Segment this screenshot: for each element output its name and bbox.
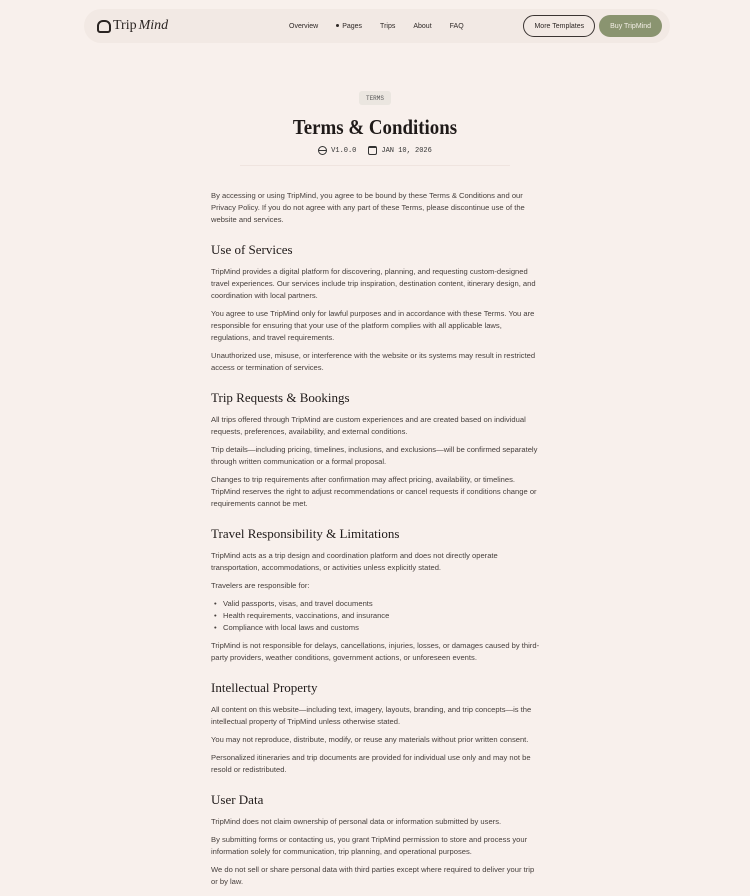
paragraph: Changes to trip requirements after confirmation may affect pricing, availability, or timelines. TripMind reserves the right to adjust recommendations or cancel requests if conditions change or requirements cannot be met.: [211, 475, 537, 508]
paragraph: Trip details—including pricing, timelines, inclusions, and exclusions—will be confirmed separately through written communication or a formal proposal.: [211, 445, 538, 466]
paragraph: All content on this website—including text, imagery, layouts, branding, and trip concepts—is the intellectual property of TripMind unless otherwise stated.: [211, 705, 532, 726]
responsibility-list: [211, 598, 541, 634]
page-meta: [0, 146, 750, 155]
list-item: • Valid passports, visas, and travel documents: [211, 598, 541, 610]
section-heading: Intellectual Property: [211, 680, 318, 695]
terms-content: [211, 190, 541, 894]
nav-links: [289, 23, 464, 30]
paragraph: You may not reproduce, distribute, modify, or reuse any materials without prior written consent.: [211, 735, 529, 744]
version-icon: [318, 146, 327, 155]
paragraph: TripMind acts as a trip design and coordination platform and does not directly operate transportation, accommodations, or activities unless explicitly stated.: [211, 551, 498, 572]
nav-overview[interactable]: Overview: [289, 22, 319, 30]
paragraph: Unauthorized use, misuse, or interference with the website or its systems may result in restricted access or termination of services.: [211, 351, 536, 372]
paragraph: TripMind is not responsible for delays, cancellations, injuries, losses, or damages caused by third-party providers, weather conditions, government actions, or unforeseen events.: [211, 641, 540, 662]
divider: [240, 165, 510, 166]
buy-button[interactable]: Buy TripMind: [599, 15, 662, 37]
nav-pages[interactable]: [336, 23, 362, 30]
paragraph: You agree to use TripMind only for lawful purposes and in accordance with these Terms. You are responsible for ensuring that your use of the platform complies with all applicable laws, regulations, and travel requirements.: [211, 309, 535, 342]
list-item: • Health requirements, vaccinations, and insurance: [211, 610, 541, 622]
paragraph: TripMind does not claim ownership of personal data or information submitted by users.: [211, 817, 502, 826]
section-heading: Trip Requests & Bookings: [211, 390, 350, 405]
nav-faq[interactable]: FAQ: [449, 22, 464, 30]
section-heading: Use of Services: [211, 242, 293, 257]
terms-badge: TERMS: [359, 91, 391, 105]
dot-icon: [336, 24, 339, 27]
paragraph: TripMind provides a digital platform for discovering, planning, and requesting custom-designed travel experiences. Our services include trip inspiration, destination content, itinerary design, and coordination with local partners.: [211, 267, 536, 300]
paragraph: Personalized itineraries and trip documents are provided for individual use only and may not be resold or redistributed.: [211, 753, 531, 774]
page-title: Terms & Conditions: [292, 115, 458, 139]
more-templates-button[interactable]: More Templates: [523, 15, 595, 37]
logo[interactable]: [97, 18, 168, 34]
date: JAN 10, 2026: [381, 146, 432, 155]
top-navbar: [84, 9, 670, 43]
logo-text-italic: Mind: [138, 18, 169, 33]
logo-mark-icon: [97, 20, 111, 33]
section-heading: Travel Responsibility & Limitations: [211, 526, 400, 541]
logo-text: Trip: [113, 18, 137, 33]
section-heading: User Data: [211, 792, 264, 807]
paragraph: By submitting forms or contacting us, you grant TripMind permission to store and process your information solely for communication, trip planning, and operational purposes.: [211, 835, 528, 856]
calendar-icon: [368, 146, 377, 155]
paragraph: Travelers are responsible for:: [211, 581, 310, 590]
paragraph: We do not sell or share personal data with third parties except where required to deliver your trip or by law.: [211, 865, 535, 886]
nav-about[interactable]: About: [413, 22, 432, 30]
list-item: • Compliance with local laws and customs: [211, 622, 541, 634]
paragraph: All trips offered through TripMind are custom experiences and are created based on individual requests, preferences, availability, and external conditions.: [211, 415, 526, 436]
version: V1.0.0: [331, 146, 357, 155]
nav-pages-label: Pages: [342, 22, 363, 30]
intro: By accessing or using TripMind, you agree to be bound by these Terms & Conditions and our Privacy Policy. If you do not agree with any part of these Terms, please discontinue use of the website and services.: [211, 191, 525, 224]
nav-trips[interactable]: Trips: [380, 22, 396, 30]
